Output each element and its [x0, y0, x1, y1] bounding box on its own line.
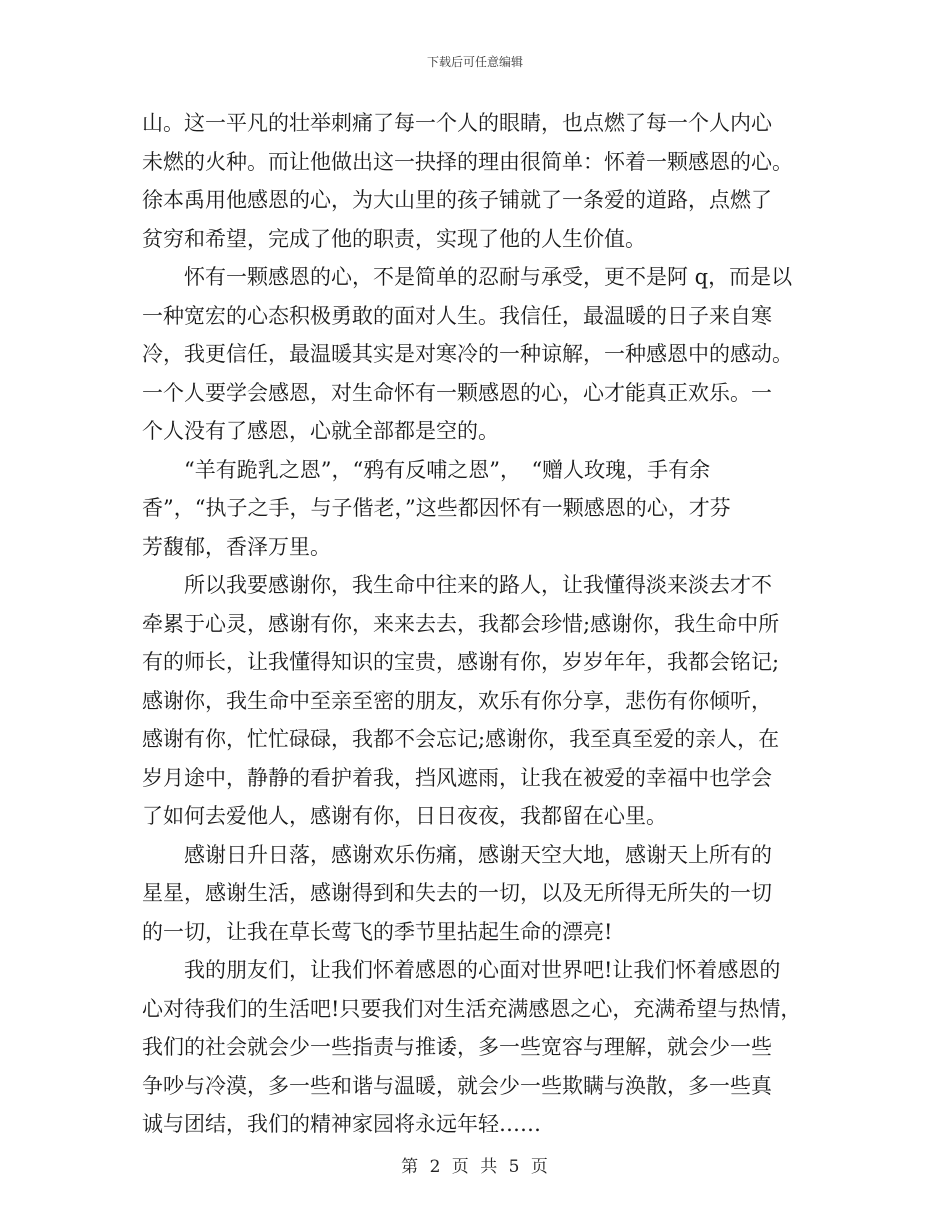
- text-line: 星星，感谢生活，感谢得到和失去的一切，以及无所得无所失的一切: [142, 881, 772, 905]
- text-line: 所以我要感谢你，我生命中往来的路人，让我懂得淡来淡去才不: [142, 573, 772, 597]
- footer-total-word: 共: [480, 1157, 499, 1177]
- text-line: 感谢你，我生命中至亲至密的朋友，欢乐有你分享，悲伤有你倾听，: [142, 688, 772, 713]
- text-line: 冷，我更信任，最温暖其实是对寒冷的一种谅解，一种感恩中的感动。: [142, 342, 793, 366]
- text-line: 一个人要学会感恩，对生命怀有一颗感恩的心，心才能真正欢乐。一: [142, 380, 772, 405]
- page-header: 下载后可任意编辑: [426, 55, 523, 69]
- footer-suffix: 页: [530, 1157, 549, 1177]
- current-page-number: 2: [429, 1157, 442, 1177]
- text-line: 岁月途中，静静的看护着我，挡风遮雨，让我在被爱的幸福中也学会: [142, 765, 772, 790]
- text-line: 感谢日升日落，感谢欢乐伤痛，感谢天空大地，感谢天上所有的: [142, 842, 772, 867]
- text-line: 的一切，让我在草长莺飞的季节里拈起生命的漂亮!: [142, 919, 613, 944]
- total-pages-number: 5: [508, 1157, 521, 1177]
- page-number-footer: [0, 1152, 950, 1177]
- text-line: 怀有一颗感恩的心，不是简单的忍耐与承受，更不是阿 q，而是以: [142, 265, 793, 289]
- text-line: 徐本禹用他感恩的心，为大山里的孩子铺就了一条爱的道路，点燃了: [142, 188, 772, 212]
- text-line: 贫穷和希望，完成了他的职责，实现了他的人生价值。: [142, 226, 646, 251]
- text-line: 心对待我们的生活吧!只要我们对生活充满感恩之心，充满希望与热情，: [142, 996, 802, 1021]
- text-line: 牵累于心灵，感谢有你，来来去去，我都会珍惜;感谢你，我生命中所: [142, 611, 780, 636]
- text-line: “羊有跪乳之恩”，“鸦有反哺之恩”， “赠人玫瑰，手有余: [142, 457, 711, 482]
- text-line: 诚与团结，我们的精神家园将永远年轻……: [142, 1112, 541, 1136]
- text-line: 山。这一平凡的壮举刺痛了每一个人的眼睛，也点燃了每一个人内心: [142, 111, 772, 135]
- footer-page-word: 页: [451, 1157, 470, 1177]
- text-line: 有的师长，让我懂得知识的宝贵，感谢有你，岁岁年年，我都会铭记;: [142, 650, 780, 674]
- text-line: 了如何去爱他人，感谢有你，日日夜夜，我都留在心里。: [142, 804, 667, 828]
- text-line: 香”，“执子之手，与子偕老，”这些都因怀有一颗感恩的心，才芬: [142, 496, 731, 520]
- text-line: 一种宽宏的心态积极勇敢的面对人生。我信任，最温暖的日子来自寒: [142, 303, 772, 328]
- text-line: 我的朋友们，让我们怀着感恩的心面对世界吧!让我们怀着感恩的: [142, 958, 781, 982]
- footer-prefix: 第: [401, 1157, 420, 1177]
- text-line: 未燃的火种。而让他做出这一抉择的理由很简单：怀着一颗感恩的心。: [142, 149, 793, 174]
- text-line: 我们的社会就会少一些指责与推诿，多一些宽容与理解，就会少一些: [142, 1035, 772, 1059]
- text-line: 争吵与冷漠，多一些和谐与温暖，就会少一些欺瞒与涣散，多一些真: [142, 1073, 772, 1098]
- text-line: 个人没有了感恩，心就全部都是空的。: [142, 419, 499, 443]
- text-line: 芳馥郁，香泽万里。: [142, 534, 331, 559]
- body-text: [142, 104, 822, 1144]
- text-line: 感谢有你，忙忙碌碌，我都不会忘记;感谢你，我至真至爱的亲人，在: [142, 727, 780, 751]
